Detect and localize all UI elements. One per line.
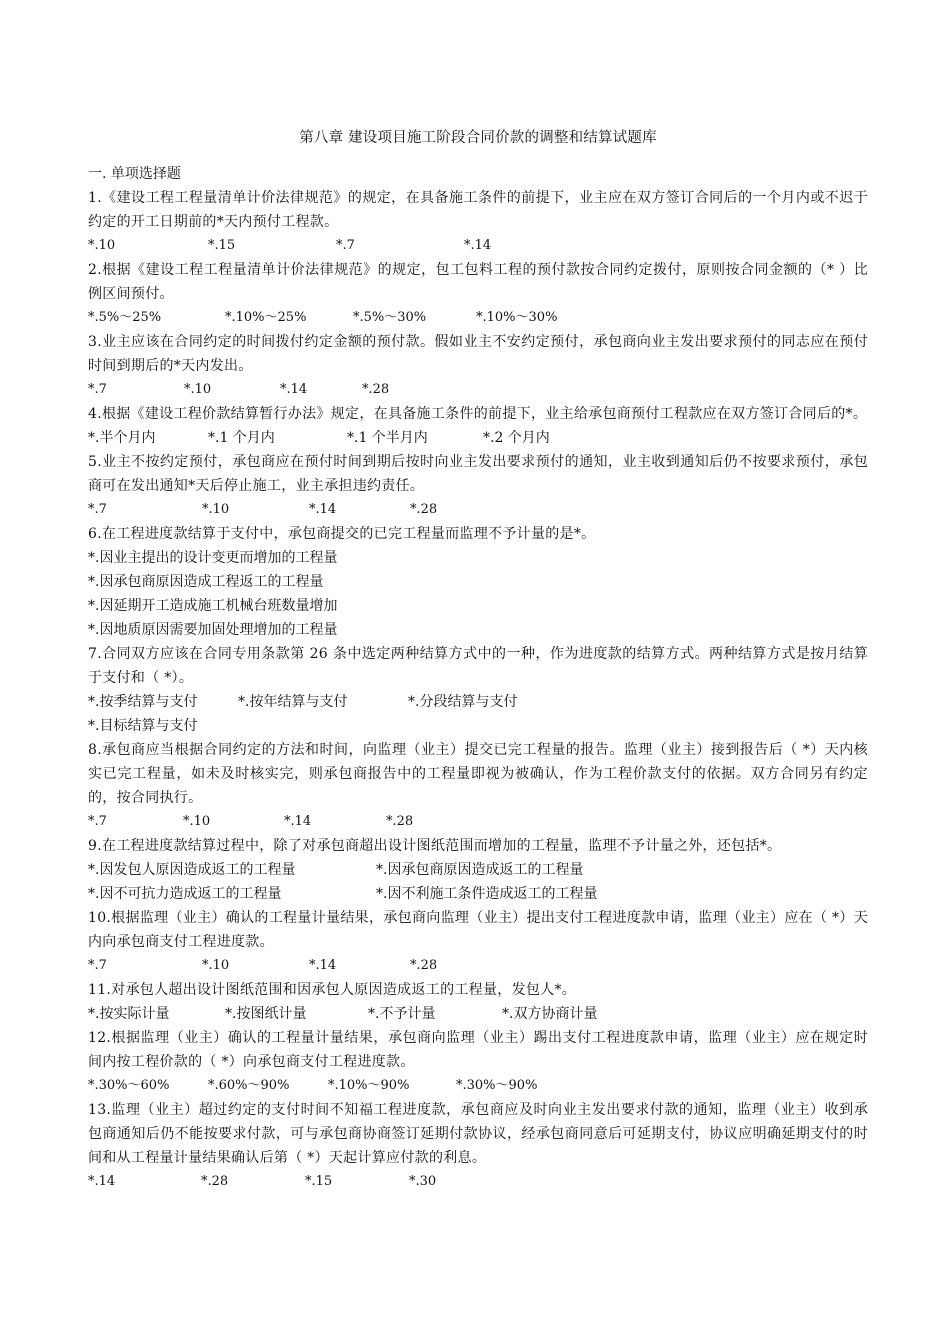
option-c: *.14 xyxy=(280,382,308,397)
question-1-options xyxy=(88,234,868,258)
page-title: 第八章 建设项目施工阶段合同价款的调整和结算试题库 xyxy=(299,130,657,146)
question-6: 6.在工程进度款结算于支付中，承包商提交的已完工程量而监理不予计量的是*。 xyxy=(88,526,596,542)
question-9: 9.在工程进度款结算过程中，除了对承包商超出设计图纸范围而增加的工程量，监理不予计量之外，还包括*。 xyxy=(88,838,782,854)
option-a: *.14 xyxy=(88,1174,116,1189)
question-10-options xyxy=(88,954,868,978)
option-b: *.10%～25% xyxy=(225,310,307,325)
question-9-options-row-1 xyxy=(88,858,868,882)
question-8-options xyxy=(88,810,868,834)
question-4: 4.根据《建设工程价款结算暂行办法》规定，在具备施工条件的前提下，业主给承包商预付工程款应在双方签订合同后的*。 xyxy=(88,406,868,422)
option-c: *.7 xyxy=(336,238,355,253)
question-1: 1.《建设工程工程量清单计价法律规范》的规定，在具备施工条件的前提下，业主应在双方签订合同后的一个月内或不迟于约定的开工日期前的*天内预付工程款。 xyxy=(88,190,868,230)
option-b: *.因承包商原因造成返工的工程量 xyxy=(376,862,584,878)
option-c: *.10%～90% xyxy=(328,1078,410,1093)
question-7-options xyxy=(88,690,868,714)
question-10: 10.根据监理（业主）确认的工程量计量结果，承包商向监理（业主）提出支付工程进度款申请，监理（业主）应在（ *）天内向承包商支付工程进度款。 xyxy=(88,910,868,950)
question-6-option-d: *.因地质原因需要加固处理增加的工程量 xyxy=(88,622,338,638)
question-3-options xyxy=(88,378,868,402)
option-a: *.按实际计量 xyxy=(88,1006,170,1022)
question-3: 3.业主应该在合同约定的时间拨付约定金额的预付款。假如业主不安约定预付，承包商向业主发出要求预付的同志应在预付时间到期后的*天内发出。 xyxy=(88,334,868,374)
question-12: 12.根据监理（业主）确认的工程量计量结果，承包商向监理（业主）踢出支付工程进度款申请，监理（业主）应在规定时间内按工程价款的（ *）向承包商支付工程进度款。 xyxy=(88,1030,868,1070)
option-a: *.7 xyxy=(88,382,107,397)
question-13-options xyxy=(88,1170,868,1194)
option-d: *.30%～90% xyxy=(456,1078,538,1093)
question-12-options xyxy=(88,1074,868,1098)
option-b: *.10 xyxy=(184,382,212,397)
option-a: *.30%～60% xyxy=(88,1078,170,1093)
option-c: *.14 xyxy=(309,502,337,517)
option-b: *.28 xyxy=(201,1174,229,1189)
option-d: *.因不利施工条件造成返工的工程量 xyxy=(376,886,598,902)
option-c: *.14 xyxy=(284,814,312,829)
question-5-options xyxy=(88,498,868,522)
question-5: 5.业主不按约定预付，承包商应在预付时间到期后按时向业主发出要求预付的通知，业主收到通知后仍不按要求预付，承包商可在发出通知*天后停止施工，业主承担违约责任。 xyxy=(88,454,868,494)
option-d: *.10%～30% xyxy=(476,310,558,325)
question-7: 7.合同双方应该在合同专用条款第 26 条中选定两种结算方式中的一种，作为进度款的结算方式。两种结算方式是按月结算于支付和（ *）。 xyxy=(88,646,868,686)
option-d: *.28 xyxy=(410,958,438,973)
question-8: 8.承包商应当根据合同约定的方法和时间，向监理（业主）提交已完工程量的报告。监理（业主）接到报告后（ *）天内核实已完工程量，如未及时核实完，则承包商报告中的工程量即视为被确认，作为工程价款支付的依据。双方合同另有约定的，按合同执行。 xyxy=(88,742,868,806)
option-a: *.按季结算与支付 xyxy=(88,694,198,710)
question-6-option-c: *.因延期开工造成施工机械台班数量增加 xyxy=(88,598,338,614)
option-c: *.1 个半月内 xyxy=(347,430,428,446)
option-b: *.10 xyxy=(183,814,211,829)
option-b: *.15 xyxy=(208,238,236,253)
option-c: *.分段结算与支付 xyxy=(408,694,518,710)
section-heading: 一. 单项选择题 xyxy=(88,166,181,182)
option-d: *.30 xyxy=(409,1174,437,1189)
option-d: *.双方协商计量 xyxy=(502,1006,598,1022)
option-b: *.按图纸计量 xyxy=(225,1006,307,1022)
option-d: *.2 个月内 xyxy=(483,430,550,446)
option-b: *.按年结算与支付 xyxy=(238,694,348,710)
question-9-options-row-2 xyxy=(88,882,868,906)
option-b: *.60%～90% xyxy=(208,1078,290,1093)
option-d: *.14 xyxy=(464,238,492,253)
option-b: *.10 xyxy=(202,958,230,973)
option-c: *.因不可抗力造成返工的工程量 xyxy=(88,886,282,902)
option-a: *.7 xyxy=(88,502,107,517)
question-11: 11.对承包人超出设计图纸范围和因承包人原因造成返工的工程量，发包人*。 xyxy=(88,982,577,998)
option-b: *.1 个月内 xyxy=(208,430,275,446)
question-2-options xyxy=(88,306,868,330)
question-11-options xyxy=(88,1002,868,1026)
question-13: 13.监理（业主）超过约定的支付时间不知福工程进度款，承包商应及时向业主发出要求付款的通知，监理（业主）收到承包商通知后仍不能按要求付款，可与承包商协商签订延期付款协议，经承包商同意后可延期支付，协议应明确延期支付的时间和从工程量计量结果确认后第（ *）天起计算应付款的利息。 xyxy=(88,1102,868,1166)
document-page xyxy=(88,126,868,1194)
option-d: *.28 xyxy=(386,814,414,829)
question-4-options xyxy=(88,426,868,450)
question-6-option-b: *.因承包商原因造成工程返工的工程量 xyxy=(88,574,324,590)
option-a: *.半个月内 xyxy=(88,430,156,446)
option-d: *.28 xyxy=(362,382,390,397)
option-c: *.5%～30% xyxy=(353,310,427,325)
option-a: *.7 xyxy=(88,958,107,973)
option-c: *.不予计量 xyxy=(368,1006,436,1022)
option-a: *.10 xyxy=(88,238,116,253)
question-2: 2.根据《建设工程工程量清单计价法律规范》的规定，包工包料工程的预付款按合同约定拨付，原则按合同金额的（* ）比例区间预付。 xyxy=(88,262,868,302)
question-7-option-d: *.目标结算与支付 xyxy=(88,718,198,734)
option-a: *.因发包人原因造成返工的工程量 xyxy=(88,862,296,878)
question-6-option-a: *.因业主提出的设计变更而增加的工程量 xyxy=(88,550,338,566)
option-d: *.28 xyxy=(410,502,438,517)
option-b: *.10 xyxy=(202,502,230,517)
option-c: *.15 xyxy=(305,1174,333,1189)
option-a: *.7 xyxy=(88,814,107,829)
option-c: *.14 xyxy=(309,958,337,973)
option-a: *.5%～25% xyxy=(88,310,162,325)
